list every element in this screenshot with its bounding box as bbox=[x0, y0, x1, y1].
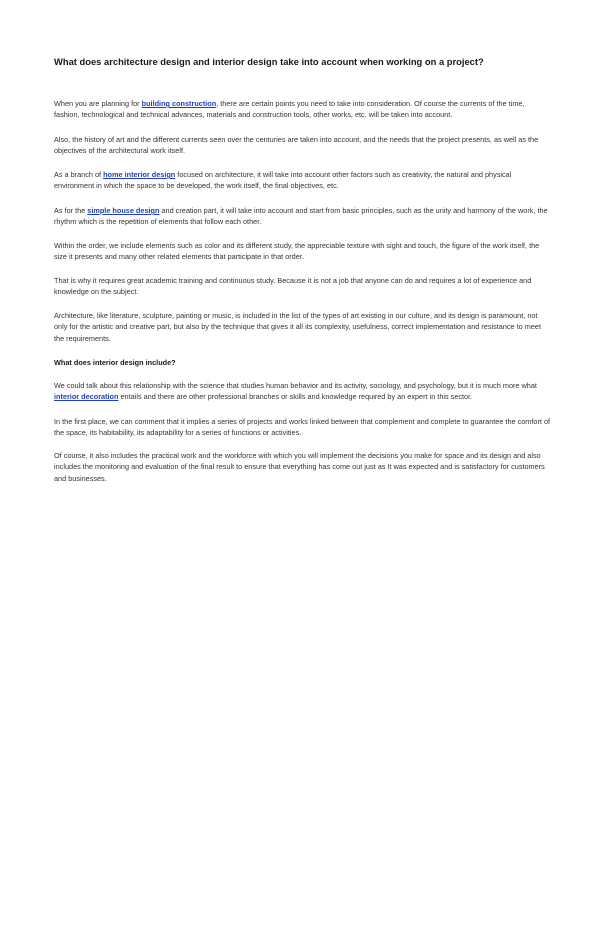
link-building-construction[interactable]: building construction bbox=[141, 99, 217, 108]
section-heading: What does interior design include? bbox=[54, 358, 176, 367]
link-home-interior-design[interactable]: home interior design bbox=[103, 170, 176, 179]
paragraph-practical-work: Of course, it also includes the practical work and the workforce with which you will implement the decisions you make for space and its design and also includes the monitoring and evaluation of the final result to ensure that everything has come out just as It was expected and is satisfactory for customers and businesses. bbox=[54, 451, 545, 483]
paragraph-interior-decoration bbox=[54, 380, 552, 403]
text: , there are certain points you need to take into consideration. Of course the currents of the time, fashion, technological and technical advances, materials and construction tools, other works, etc. will be taken into account. bbox=[54, 99, 525, 120]
text: entails and there are other professional branches or skills and knowledge required by an expert in this sector. bbox=[118, 392, 473, 402]
text: We could talk about this relationship with the science that studies human behavior and its activity, sociology, and psychology, but it is much more what bbox=[54, 381, 537, 390]
link-simple-house-design[interactable]: simple house design bbox=[87, 206, 160, 215]
text: and creation part, it will take into account and start from basic principles, such as the unity and harmony of the work, the rhythm which is the repetition of elements that follow each other. bbox=[54, 206, 548, 227]
paragraph-first-place: In the first place, we can comment that it implies a series of projects and works linked between that complement and complete to guarantee the comfort of the space, its habitability, its adaptability for a series of functions or activities. bbox=[54, 417, 551, 438]
link-interior-decoration[interactable]: interior decoration bbox=[54, 392, 119, 402]
paragraph-building-construction bbox=[54, 98, 552, 121]
paragraph-history-of-art: Also, the history of art and the different currents seen over the centuries are taken into account, and the needs that the project presents, as well as the objectives of the architectural work itself. bbox=[54, 135, 539, 156]
text: As a branch of bbox=[54, 170, 104, 179]
paragraph-simple-house-design bbox=[54, 205, 552, 228]
text: As for the bbox=[54, 206, 88, 215]
text: focused on architecture, it will take into account other factors such as creativity, the natural and physical environment in which the space to be developed, the work itself, the final objectives, etc. bbox=[54, 170, 512, 191]
paragraph-architecture-art: Architecture, like literature, sculpture, painting or music, is included in the list of the types of art existing in our culture, and its design is paramount, not only for the artistic and creative part, but also by the technique that gives it all its complexity, usefulness, correct implementation and resistance to meet the requirements. bbox=[54, 311, 541, 343]
text: When you are planning for bbox=[54, 99, 142, 108]
paragraph-home-interior-design bbox=[54, 169, 552, 192]
paragraph-academic-training: That is why it requires great academic training and continuous study. Because it is not a job that anyone can do and requires a lot of experience and knowledge on the subject. bbox=[54, 276, 532, 297]
page-title: What does architecture design and interior design take into account when working on a project? bbox=[54, 56, 484, 67]
paragraph-order-elements: Within the order, we include elements such as color and its different study, the appreciable texture with sight and touch, the figure of the work itself, the size it presents and many other related elements that participate in that order. bbox=[54, 241, 540, 262]
